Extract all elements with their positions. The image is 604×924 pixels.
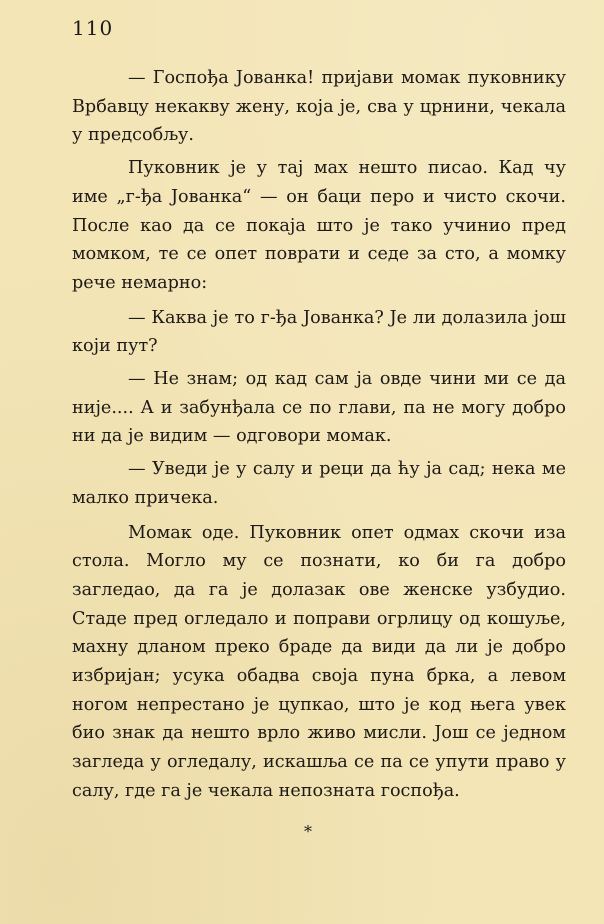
paragraph-1: — Госпођа Јованка! пријави момак пуковнику Врбавцу некакву жену, која је, сва у црнини, чекала у предсобљу. [72,68,566,146]
paragraph-2: Пуковник је у тај мах нешто писао. Кад чу име „г-ђа Јованка“ — он баци перо и чисто скочи. После као да се покаја што је тако учинио пред момком, те се опет поврати и седе за сто, а момку рече немарно: [72,158,566,293]
section-break-asterisk: * [304,822,312,841]
paragraph-6: Момак оде. Пуковник опет одмах скочи иза стола. Могло му се познати, ко би га добро загледао, да га је долазак ове женске узбудио. Стаде пред огледало и поправи огрлицу од кошуље, махну дланом преко браде да види да ли је добро избријан; усука обадва своја пуна брка, а левом ногом непрестано је цупкао, што је код њега увек био знак да нешто врло живо мисли. Још се једном загледа у огледалу, искашља се па се упути право у салу, где га је чекала непозната госпођа. [72,522,566,801]
body-text [72,64,566,810]
page-number: 110 [72,16,114,40]
paragraph-3: — Каква је то г-ђа Јованка? Је ли долазила још који пут? [72,307,566,357]
paragraph-5: — Уведи је у салу и реци да ћу ја сад; нека ме малко причека. [72,459,566,508]
paragraph-4: — Не знам; од кад сам ја овде чини ми се да није.... А и забунђала се по глави, па не могу добро ни да је видим — одговори момак. [72,369,566,447]
